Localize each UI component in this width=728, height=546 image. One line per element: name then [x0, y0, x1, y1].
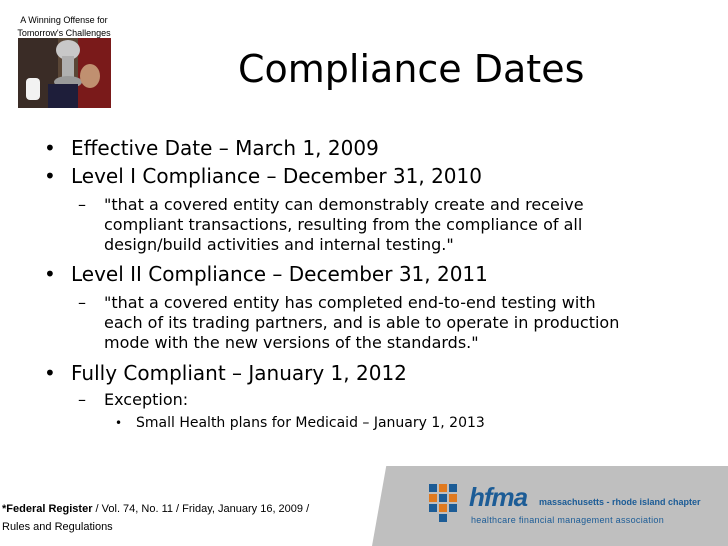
- bullet-icon: •: [44, 136, 56, 160]
- bullet-icon: •: [115, 416, 123, 430]
- footnote-source: *Federal Register: [2, 503, 93, 515]
- footnote-citation: [2, 500, 382, 536]
- logo-wordmark: hfma: [469, 482, 528, 512]
- footnote-line2: Rules and Regulations: [2, 521, 113, 533]
- hfma-squares-icon: [427, 482, 467, 528]
- bullet-icon: •: [44, 361, 56, 385]
- logo-chapter: massachusetts - rhode island chapter: [539, 497, 701, 507]
- trophy-photo: [18, 38, 111, 108]
- dash-icon: –: [78, 195, 86, 214]
- dash-icon: –: [78, 293, 86, 312]
- bullet-icon: •: [44, 164, 56, 188]
- slide-title: Compliance Dates: [238, 47, 585, 91]
- logo-association: healthcare financial management association: [471, 515, 665, 525]
- footnote-details: / Vol. 74, No. 11 / Friday, January 16, 2009 /: [92, 503, 310, 515]
- hfma-logo: [427, 480, 727, 532]
- bullet-icon: •: [44, 262, 56, 286]
- dash-icon: –: [78, 390, 86, 409]
- corner-caption: A Winning Offense for Tomorrow's Challenges: [17, 15, 111, 38]
